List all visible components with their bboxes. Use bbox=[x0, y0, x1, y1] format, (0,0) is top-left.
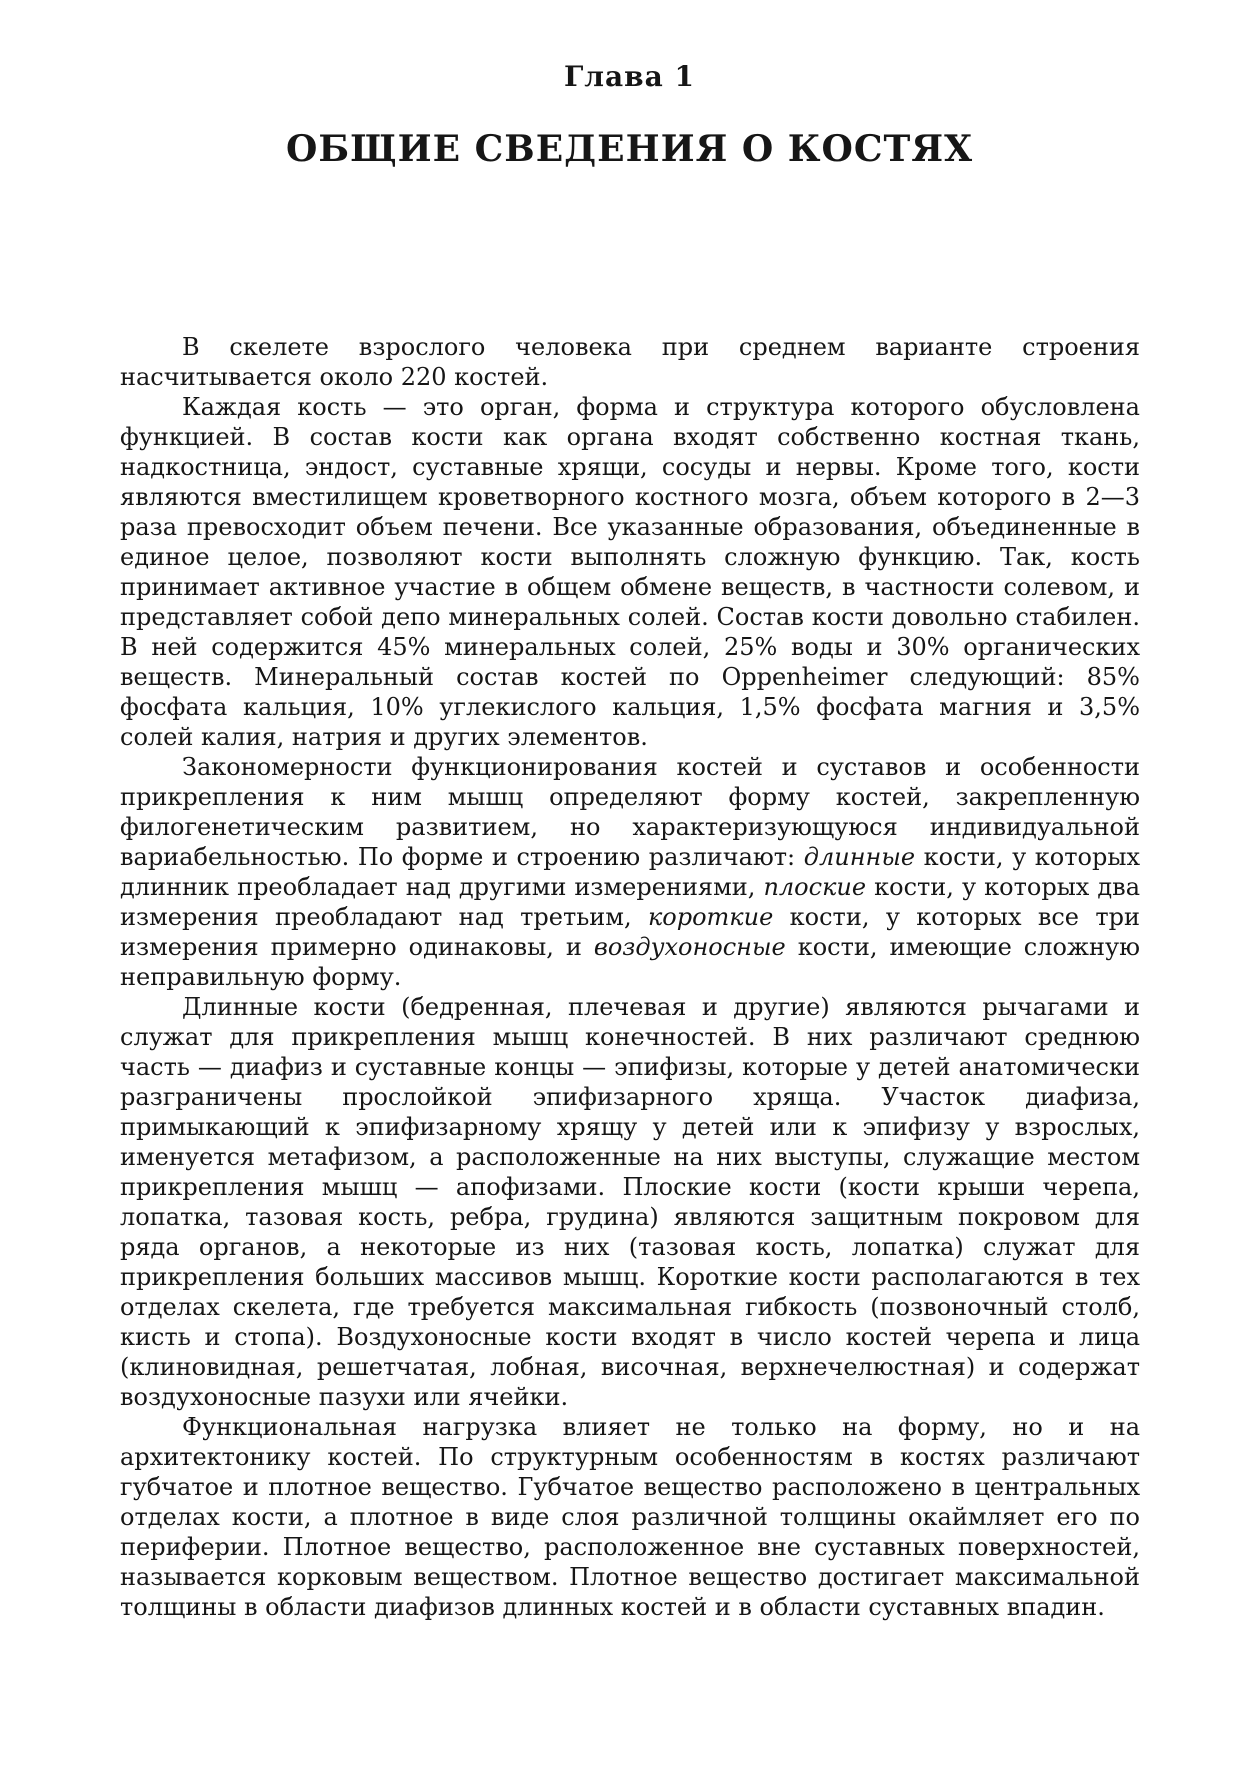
paragraph-3-text-4: кости, у которых все три измерения примерно одинаковы, и bbox=[120, 903, 1140, 961]
paragraph-2: Каждая кость — это орган, форма и структура которого обусловлена функцией. В состав кости как органа входят собственно костная ткань, надкостница, эндост, суставные хрящи, сосуды и нервы. Кроме того, кости являются вместилищем кроветворного костного мозга, объем которого в 2—3 раза превосходит объем печени. Все указанные образования, объединенные в единое целое, позволяют кости выполнять сложную функцию. Так, кость принимает активное участие в общем обмене веществ, в частности солевом, и представляет собой депо минеральных солей. Состав кости довольно стабилен. В ней содержится 45% минеральных солей, 25% воды и 30% органических веществ. Минеральный состав костей по Oppenheimer следующий: 85% фосфата кальция, 10% углекислого кальция, 1,5% фосфата магния и 3,5% солей калия, натрия и других элементов. bbox=[120, 393, 1140, 751]
paragraph-3-text-3: кости, у которых два измерения преобладают над третьим, bbox=[120, 873, 1141, 931]
paragraph-3-text-2: кости, у которых длинник преобладает над другими измерениями, bbox=[120, 843, 1140, 901]
paragraph-1: В скелете взрослого человека при среднем варианте строения насчитывается около 220 костей. bbox=[120, 333, 1140, 391]
paragraph-4: Длинные кости (бедренная, плечевая и другие) являются рычагами и служат для прикрепления мышц конечностей. В них различают среднюю часть — диафиз и суставные концы — эпифизы, которые у детей анатомически разграничены прослойкой эпифизарного хряща. Участок диафиза, примыкающий к эпифизарному хрящу у детей или к эпифизу у взрослых, именуется метафизом, а расположенные на них выступы, служащие местом прикрепления мышц — апофизами. Плоские кости (кости крыши черепа, лопатка, тазовая кость, ребра, грудина) являются защитным покровом для ряда органов, а некоторые из них (тазовая кость, лопатка) служат для прикрепления больших массивов мышц. Короткие кости располагаются в тех отделах скелета, где требуется максимальная гибкость (позвоночный столб, кисть и стопа). Воздухоносные кости входят в число костей черепа и лица (клиновидная, решетчатая, лобная, височная, верхнечелюстная) и содержат воздухоносные пазухи или ячейки. bbox=[120, 993, 1140, 1411]
term-short-bones: короткие bbox=[647, 903, 774, 931]
paragraph-5: Функциональная нагрузка влияет не только на форму, но и на архитектонику костей. По структурным особенностям в костях различают губчатое и плотное вещество. Губчатое вещество расположено в центральных отделах кости, а плотное в виде слоя различной толщины окаймляет его по периферии. Плотное вещество, расположенное вне суставных поверхностей, называется корковым веществом. Плотное вещество достигает максимальной толщины в области диафизов длинных костей и в области суставных впадин. bbox=[120, 1413, 1140, 1621]
term-flat-bones: плоские bbox=[763, 873, 867, 901]
paragraph-3 bbox=[120, 752, 1140, 992]
body-text bbox=[120, 332, 1140, 1622]
term-pneumatic-bones: воздухоносные bbox=[593, 933, 786, 961]
chapter-label: Глава 1 bbox=[563, 60, 696, 93]
term-long-bones: длинные bbox=[803, 843, 916, 871]
paragraph-3-text-1: Закономерности функционирования костей и суставов и особенности прикрепления к ним мышц определяют форму костей, закрепленную филогенетическим развитием, но характеризующуюся индивидуальной вариабельностью. По форме и строению различают: bbox=[120, 753, 1140, 871]
chapter-title: ОБЩИЕ СВЕДЕНИЯ О КОСТЯХ bbox=[285, 128, 974, 170]
paragraph-3-text-5: кости, имеющие сложную неправильную форму. bbox=[120, 933, 1141, 991]
